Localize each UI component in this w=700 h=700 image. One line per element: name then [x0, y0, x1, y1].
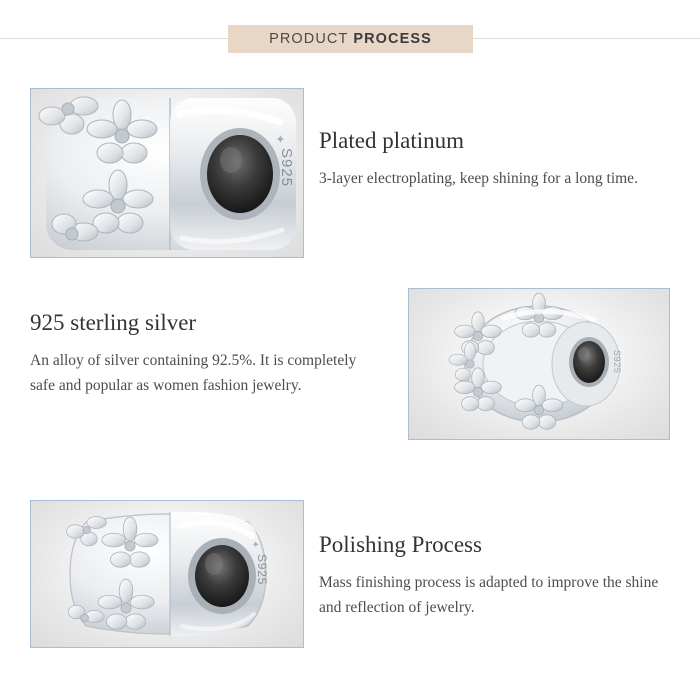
block-body-sterling-silver: An alloy of silver containing 92.5%. It is completely safe and popular as women fashion jewelry.: [30, 352, 357, 394]
charm-bead-angled-illustration: [30, 500, 304, 648]
page-header: [0, 0, 700, 62]
product-image-background: [31, 501, 303, 647]
svg-text:✦: ✦: [249, 540, 260, 549]
block-title-plated-platinum: Plated platinum: [319, 128, 465, 153]
product-image-sterling-silver: [408, 288, 670, 440]
block-title-sterling-silver: 925 sterling silver: [30, 310, 197, 335]
page-title-bold: PROCESS: [353, 31, 432, 47]
product-image-polishing-process: [30, 500, 304, 648]
svg-text:S925: S925: [278, 148, 295, 188]
svg-text:S925: S925: [255, 554, 269, 586]
page-title: [228, 25, 473, 53]
block-title-polishing-process: Polishing Process: [319, 532, 482, 557]
product-image-background: [31, 89, 303, 257]
product-image-plated-platinum: [30, 88, 304, 258]
charm-bead-closeup-illustration: [30, 88, 304, 258]
product-image-background: [409, 289, 669, 439]
block-body-plated-platinum: 3-layer electroplating, keep shining for a long time.: [319, 170, 638, 187]
charm-bead-front-illustration: [408, 288, 670, 440]
svg-text:S925: S925: [612, 350, 622, 374]
block-body-polishing-process: Mass finishing process is adapted to improve the shine and reflection of jewelry.: [319, 574, 659, 616]
page-title-light: PRODUCT: [269, 31, 354, 47]
svg-text:✦: ✦: [273, 134, 287, 145]
